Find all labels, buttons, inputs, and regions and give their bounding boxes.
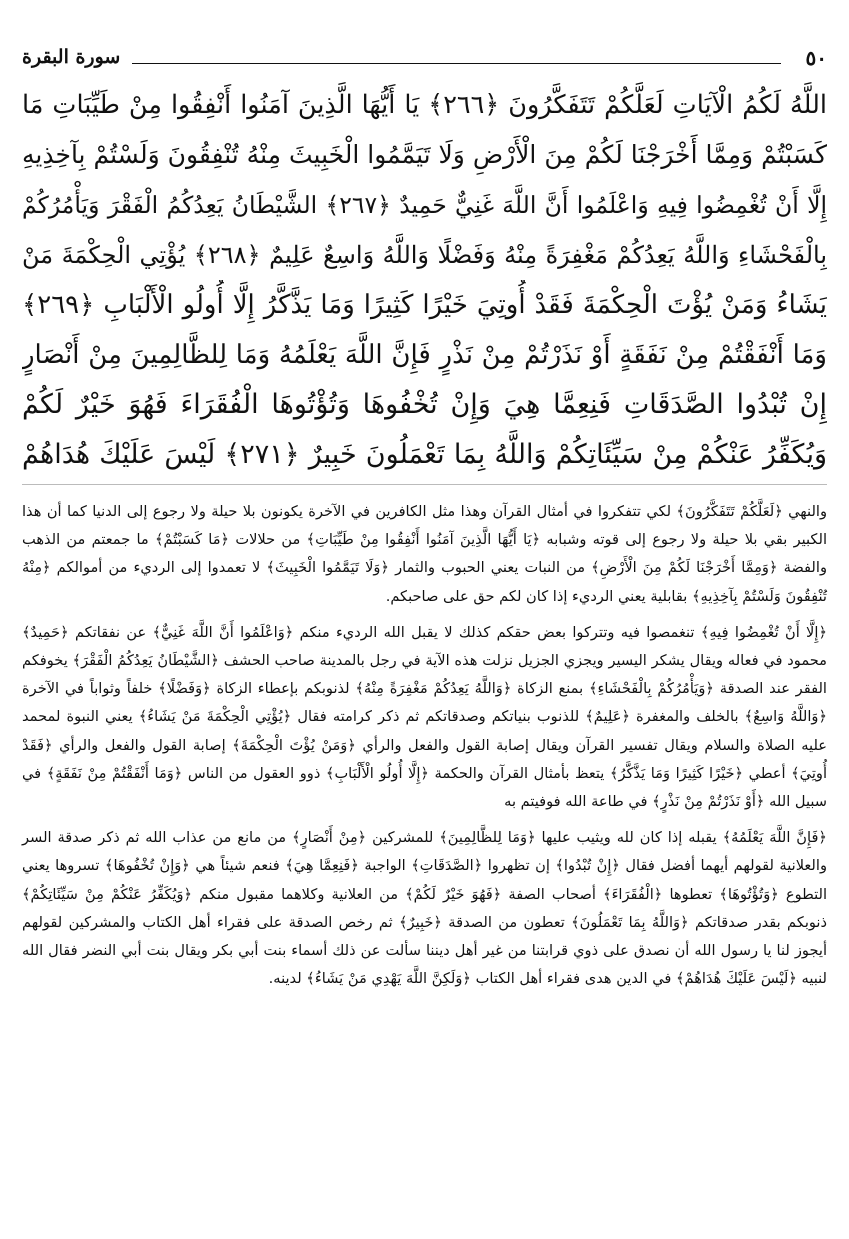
commentary-paragraph: ﴿إِلَّا أَنْ تُغْمِضُوا فِيهِ﴾ تنغمصوا فيه وتتركوا بعض حقكم كذلك لا يقبل الله الرديء منكم ﴿وَاعْلَمُوا أَنَّ اللَّهَ غَنِيٌّ﴾ عن نفقاتكم ﴿حَمِيدٌ﴾ محمود في فعاله ويقال يشكر اليسير ويجزي الجزيل نزلت هذه الآية في رجل بالمدينة صاحب الحشف ﴿الشَّيْطَانُ يَعِدُكُمُ الْفَقْرَ﴾ يخوفكم الفقر عند الصدقة ﴿وَيَأْمُرُكُمْ بِالْفَحْشَاءِ﴾ بمنع الزكاة ﴿وَاللَّهُ يَعِدُكُمْ مَغْفِرَةً مِنْهُ﴾ لذنوبكم بإعطاء الزكاة ﴿وَفَضْلًا﴾ خلفاً وثواباً في الآخرة ﴿وَاللَّهُ وَاسِعٌ﴾ بالخلف والمغفرة ﴿عَلِيمٌ﴾ للذنوب بنياتكم وصدقاتكم ثم ذكر كرامته فقال ﴿يُؤْتِي الْحِكْمَةَ مَنْ يَشَاءُ﴾ يعني النبوة لمحمد عليه الصلاة والسلام ويقال تفسير القرآن ويقال إصابة القول والفعل والرأي ﴿وَمَنْ يُؤْتَ الْحِكْمَةَ﴾ إصابة القول والفعل والرأي ﴿فَقَدْ أُوتِيَ﴾ أعطي ﴿خَيْرًا كَثِيرًا وَمَا يَذَّكَّرُ﴾ يتعظ بأمثال القرآن والحكمة ﴿إِلَّا أُولُو الْأَلْبَابِ﴾ ذوو العقول من الناس ﴿وَمَا أَنْفَقْتُمْ مِنْ نَفَقَةٍ﴾ في سبيل الله ﴿أَوْ نَذَرْتُمْ مِنْ نَذْرٍ﴾ في طاعة الله فوفيتم به [22,623,827,811]
quran-line: كَسَبْتُمْ وَمِمَّا أَخْرَجْنَا لَكُمْ مِنَ الْأَرْضِ وَلَا تَيَمَّمُوا الْخَبِيثَ مِنْهُ تُنْفِقُونَ وَلَسْتُمْ بِآخِذِيهِ [22,140,827,169]
commentary-block [22,498,827,1001]
section-divider [22,484,827,485]
surah-name: سورة البقرة [22,46,121,68]
quran-line: وَيُكَفِّرُ عَنْكُمْ مِنْ سَيِّئَاتِكُمْ وَاللَّهُ بِمَا تَعْمَلُونَ خَبِيرٌ ﴿٢٧١﴾ لَيْسَ عَلَيْكَ هُدَاهُمْ [22,439,827,470]
quran-line: وَمَا أَنْفَقْتُمْ مِنْ نَفَقَةٍ أَوْ نَذَرْتُمْ مِنْ نَذْرٍ فَإِنَّ اللَّهَ يَعْلَمُهُ وَمَا لِلظَّالِمِينَ مِنْ أَنْصَارٍ [22,340,827,370]
quran-line: إِنْ تُبْدُوا الصَّدَقَاتِ فَنِعِمَّا هِيَ وَإِنْ تُخْفُوهَا وَتُؤْتُوهَا الْفُقَرَاءَ فَهُوَ خَيْرٌ لَكُمْ [22,389,827,420]
page-header [22,44,827,74]
quran-line: بِالْفَحْشَاءِ وَاللَّهُ يَعِدُكُمْ مَغْفِرَةً مِنْهُ وَفَضْلًا وَاللَّهُ وَاسِعٌ عَلِيمٌ ﴿٢٦٨﴾ يُؤْتِي الْحِكْمَةَ مَنْ [22,241,827,269]
commentary-paragraph: ﴿فَإِنَّ اللَّهَ يَعْلَمُهُ﴾ يقبله إذا كان لله ويثيب عليها ﴿وَمَا لِلظَّالِمِينَ﴾ للمشركين ﴿مِنْ أَنْصَارٍ﴾ من مانع من عذاب الله ثم ذكر صدقة السر والعلانية لقولهم أيهما أفضل فقال ﴿إِنْ تُبْدُوا﴾ إن تظهروا ﴿الصَّدَقَاتِ﴾ الواجبة ﴿فَنِعِمَّا هِيَ﴾ فنعم شيئاً هي ﴿وَإِنْ تُخْفُوهَا﴾ تسروها يعني التطوع ﴿وَتُؤْتُوهَا﴾ تعطوها ﴿الْفُقَرَاءَ﴾ أصحاب الصفة ﴿فَهُوَ خَيْرٌ لَكُمْ﴾ من العلانية وكلاهما مقبول منكم ﴿وَيُكَفِّرُ عَنْكُمْ مِنْ سَيِّئَاتِكُمْ﴾ ذنوبكم بقدر صدقاتكم ﴿وَاللَّهُ بِمَا تَعْمَلُونَ﴾ تعطون من الصدقة ﴿خَبِيرٌ﴾ ثم رخص الصدقة على فقراء أهل الكتاب والمشركين لقولهم أيجوز لنا يا رسول الله أن نصدق على ذوي قرابتنا من غير أهل ديننا سألت عن ذلك أسماء بنت أبي بكر ويقال بنت أبي النضر فقال الله لنبيه ﴿لَيْسَ عَلَيْكَ هُدَاهُمْ﴾ في الدين هدى فقراء أهل الكتاب ﴿وَلَكِنَّ اللَّهَ يَهْدِي مَنْ يَشَاءُ﴾ لدينه. [22,829,827,988]
quran-line: اللَّهُ لَكُمُ الْآيَاتِ لَعَلَّكُمْ تَتَفَكَّرُونَ ﴿٢٦٦﴾ يَا أَيُّهَا الَّذِينَ آمَنُوا أَنْفِقُوا مِنْ طَيِّبَاتِ مَا [22,90,827,120]
quran-text-block [22,80,827,480]
page-number: ٥٠ [805,46,827,70]
commentary-paragraph: والنهي ﴿لَعَلَّكُمْ تَتَفَكَّرُونَ﴾ لكي تتفكروا في أمثال القرآن وهذا مثل الكافرين في الآخرة يكونون بلا حيلة ولا رجوع إلى الدنيا كما أن هذا الكبير بقي بلا حيلة ولا رجوع إلى قوته وشبابه ﴿يَا أَيُّهَا الَّذِينَ آمَنُوا أَنْفِقُوا مِنْ طَيِّبَاتِ﴾ من حلالات ﴿مَا كَسَبْتُمْ﴾ ما جمعتم من الذهب والفضة ﴿وَمِمَّا أَخْرَجْنَا لَكُمْ مِنَ الْأَرْضِ﴾ من النبات يعني الحبوب والثمار ﴿وَلَا تَيَمَّمُوا الْخَبِيثَ﴾ لا تعمدوا إلى الرديء من أموالكم ﴿مِنْهُ تُنْفِقُونَ وَلَسْتُمْ بِآخِذِيهِ﴾ بقابلية يعني الرديء إذا كان لكم حق على صاحبكم. [22,503,827,605]
quran-line: يَشَاءُ وَمَنْ يُؤْتَ الْحِكْمَةَ فَقَدْ أُوتِيَ خَيْرًا كَثِيرًا وَمَا يَذَّكَّرُ إِلَّا أُولُو الْأَلْبَابِ ﴿٢٦٩﴾ [22,290,827,320]
header-rule [132,63,781,64]
quran-line: إِلَّا أَنْ تُغْمِضُوا فِيهِ وَاعْلَمُوا أَنَّ اللَّهَ غَنِيٌّ حَمِيدٌ ﴿٢٦٧﴾ الشَّيْطَانُ يَعِدُكُمُ الْفَقْرَ وَيَأْمُرُكُمْ [22,191,827,219]
